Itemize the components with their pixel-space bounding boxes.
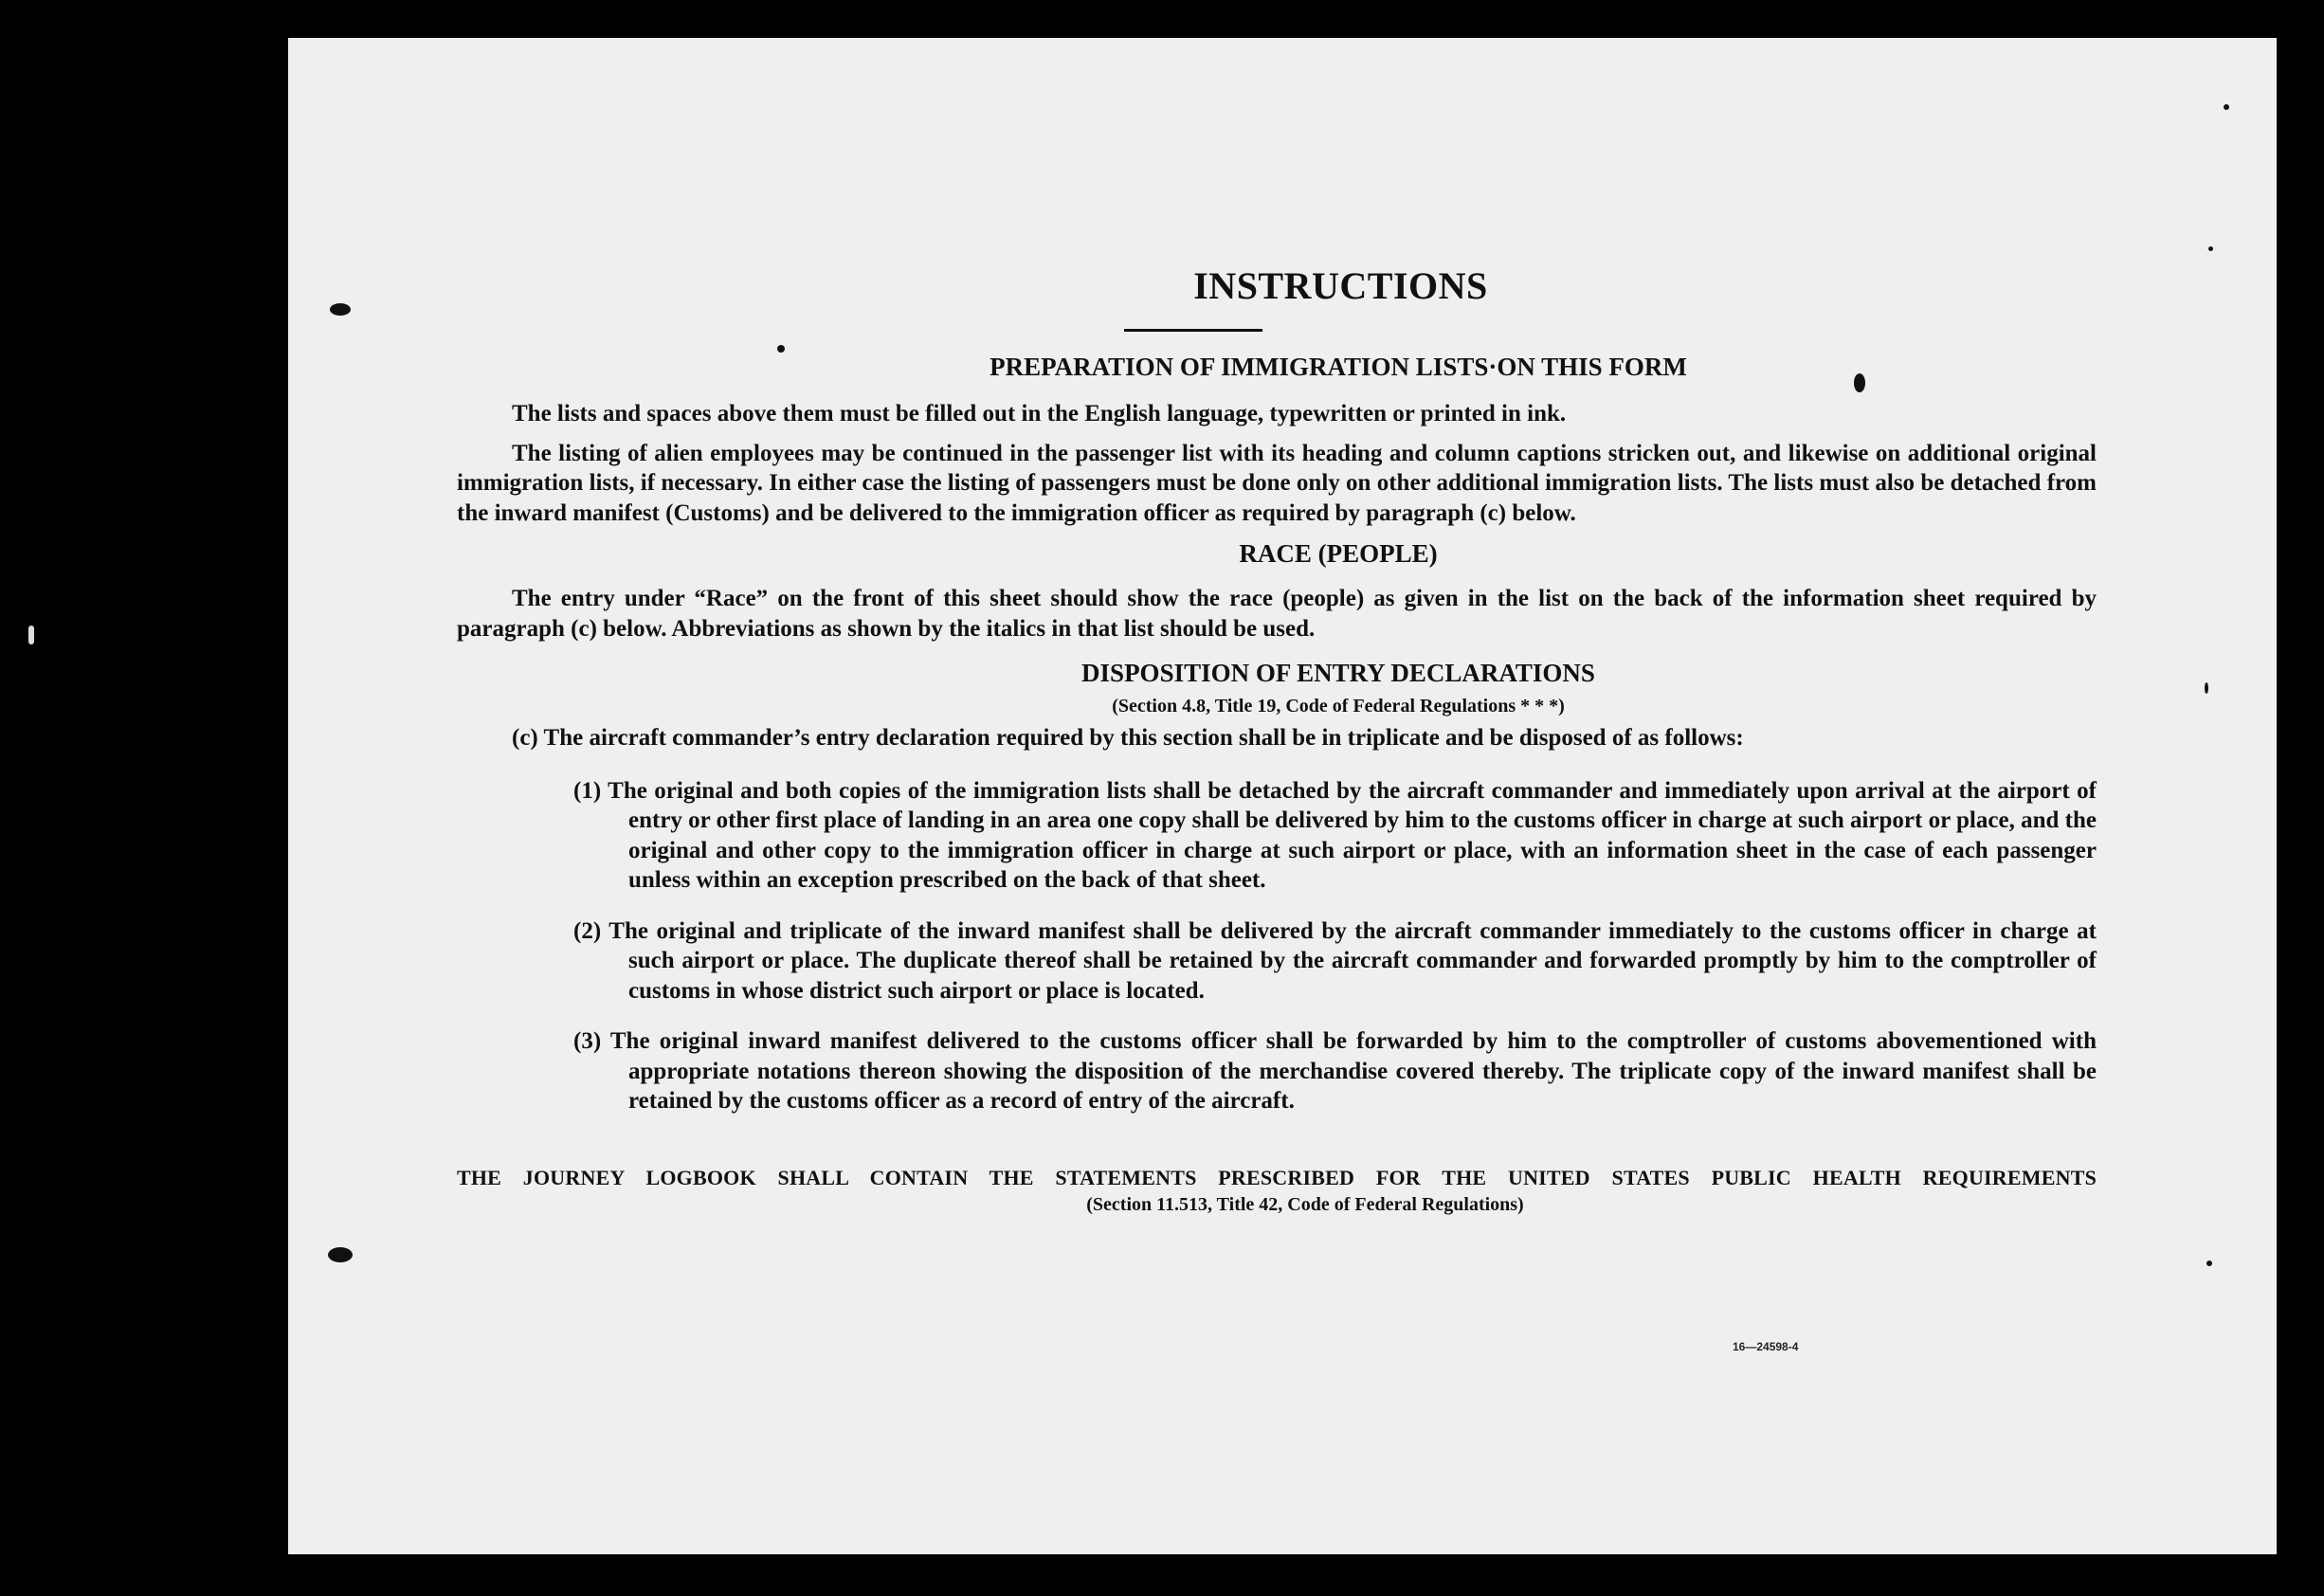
ink-speck <box>328 1247 353 1262</box>
disposition-citation: (Section 4.8, Title 19, Code of Federal Regulations * * *) <box>1112 696 1565 716</box>
ink-speck <box>2208 246 2213 251</box>
disposition-item: (1) The original and both copies of the immigration lists shall be detached by the aircraft commander and immediately upon arrival at the airport of entry or other first place of landing in an area one copy shall be delivered by him to the customs officer in charge at such airport or place, and the original and other copy to the immigration officer in charge at such airport or place, with an information sheet in the case of each passenger unless within an exception prescribed on the back of that sheet. <box>573 777 2097 893</box>
preparation-paragraph: The listing of alien employees may be continued in the passenger list with its heading and column captions stricken out, and likewise on additional original immigration lists, if necessary. In either case the listing of passengers must be done only on other additional immigration lists. The lists must also be detached from the inward manifest (Customs) and be delivered to the immigration officer as required by paragraph (c) below. <box>457 440 2097 526</box>
form-number: 16—24598-4 <box>1733 1340 1799 1353</box>
logbook-citation: (Section 11.513, Title 42, Code of Federal Regulations) <box>1086 1193 1524 1215</box>
document-page <box>288 38 2277 1554</box>
ink-speck <box>2206 1260 2212 1266</box>
ink-speck <box>330 303 351 316</box>
disposition-intro: (c) The aircraft commander’s entry declaration required by this section shall be in triplicate and be disposed of as follows: <box>512 725 1744 751</box>
ink-speck <box>2205 682 2208 694</box>
logbook-statement: THE JOURNEY LOGBOOK SHALL CONTAIN THE STATEMENTS PRESCRIBED FOR THE UNITED STATES PUBLIC HEALTH REQUIREMENTS <box>457 1165 2097 1189</box>
ink-speck <box>777 345 785 353</box>
title-underline <box>1124 329 1262 332</box>
race-heading: RACE (PEOPLE) <box>1239 539 1438 568</box>
disposition-item: (3) The original inward manifest delivered to the customs officer shall be forwarded by him to the comptroller of customs abovementioned with appropriate notations thereon showing the disposition of the merchandise covered thereby. The triplicate copy of the inward manifest shall be retained by the customs officer as a record of entry of the aircraft. <box>573 1028 2097 1114</box>
preparation-heading: PREPARATION OF IMMIGRATION LISTS·ON THIS FORM <box>990 353 1687 381</box>
instructions-content <box>457 263 2097 1216</box>
ink-speck <box>28 626 34 644</box>
ink-speck <box>1854 373 1865 392</box>
race-paragraph: The entry under “Race” on the front of this sheet should show the race (people) as given in the list on the back of the information sheet required by paragraph (c) below. Abbreviations as shown by the italics in that list should be used. <box>457 586 2097 642</box>
ink-speck <box>2224 104 2229 110</box>
page-title: INSTRUCTIONS <box>1193 264 1488 307</box>
disposition-item: (2) The original and triplicate of the inward manifest shall be delivered by the aircraft commander immediately to the customs officer in charge at such airport or place. The duplicate thereof shall be retained by the aircraft commander and forwarded promptly by him to the comptroller of customs in whose district such airport or place is located. <box>573 917 2097 1004</box>
preparation-paragraph: The lists and spaces above them must be filled out in the English language, typewritten or printed in ink. <box>512 401 1567 426</box>
disposition-heading: DISPOSITION OF ENTRY DECLARATIONS <box>1081 659 1595 687</box>
